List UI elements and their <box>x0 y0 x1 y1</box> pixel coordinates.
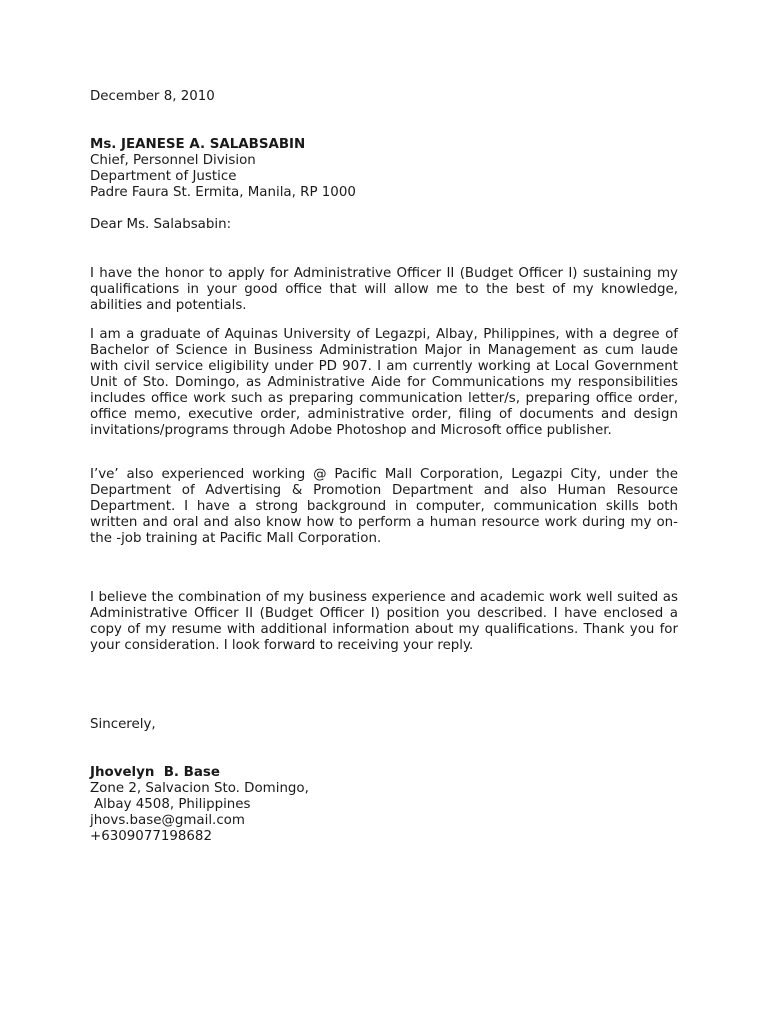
sender-block <box>90 765 678 845</box>
sender-phone: +6309077198682 <box>90 829 212 844</box>
sender-address-line2: Albay 4508, Philippines <box>94 797 251 812</box>
recipient-address: Padre Faura St. Ermita, Manila, RP 1000 <box>90 185 356 200</box>
body-paragraph-3: I’ve’ also experienced working @ Pacific Mall Corporation, Legazpi City, under the Department of Advertising & Promotion Department and also Human Resource Department. I have a strong background in computer, communication skills both written and oral and also know how to perform a human resource work during my on-the -job training at Pacific Mall Corporation. <box>90 467 678 546</box>
salutation <box>90 217 678 233</box>
recipient-name: Ms. JEANESE A. SALABSABIN <box>90 137 306 152</box>
letter-date <box>90 89 678 105</box>
body-paragraph-4: I believe the combination of my business experience and academic work well suited as Administrative Officer II (Budget Officer I) position you described. I have enclosed a copy of my resume with additional information about my qualifications. Thank you for your consideration. I look forward to receiving your reply. <box>90 590 678 653</box>
closing-text: Sincerely, <box>90 717 156 732</box>
closing <box>90 717 678 733</box>
recipient-department: Department of Justice <box>90 169 237 184</box>
body-paragraph-2: I am a graduate of Aquinas University of Legazpi, Albay, Philippines, with a degree of Bachelor of Science in Business Administration Major in Management as cum laude with civil service eligibility under PD 907. I am currently working at Local Government Unit of Sto. Domingo, as Administrative Aide for Communications my responsibilities includes office work such as preparing communication letter/s, preparing office order, office memo, executive order, administrative order, filing of documents and design invitations/programs through Adobe Photoshop and Microsoft office publisher. <box>90 327 678 438</box>
recipient-block <box>90 137 678 201</box>
sender-address-line1: Zone 2, Salvacion Sto. Domingo, <box>90 781 309 796</box>
date-text: December 8, 2010 <box>90 89 215 104</box>
sender-name: Jhovelyn B. Base <box>90 765 220 780</box>
salutation-text: Dear Ms. Salabsabin: <box>90 217 232 232</box>
recipient-title: Chief, Personnel Division <box>90 153 256 168</box>
sender-email: jhovs.base@gmail.com <box>90 813 245 828</box>
body-paragraph-1: I have the honor to apply for Administrative Officer II (Budget Officer I) sustaining my qualifications in your good office that will allow me to the best of my knowledge, abilities and potentials. <box>90 266 678 313</box>
